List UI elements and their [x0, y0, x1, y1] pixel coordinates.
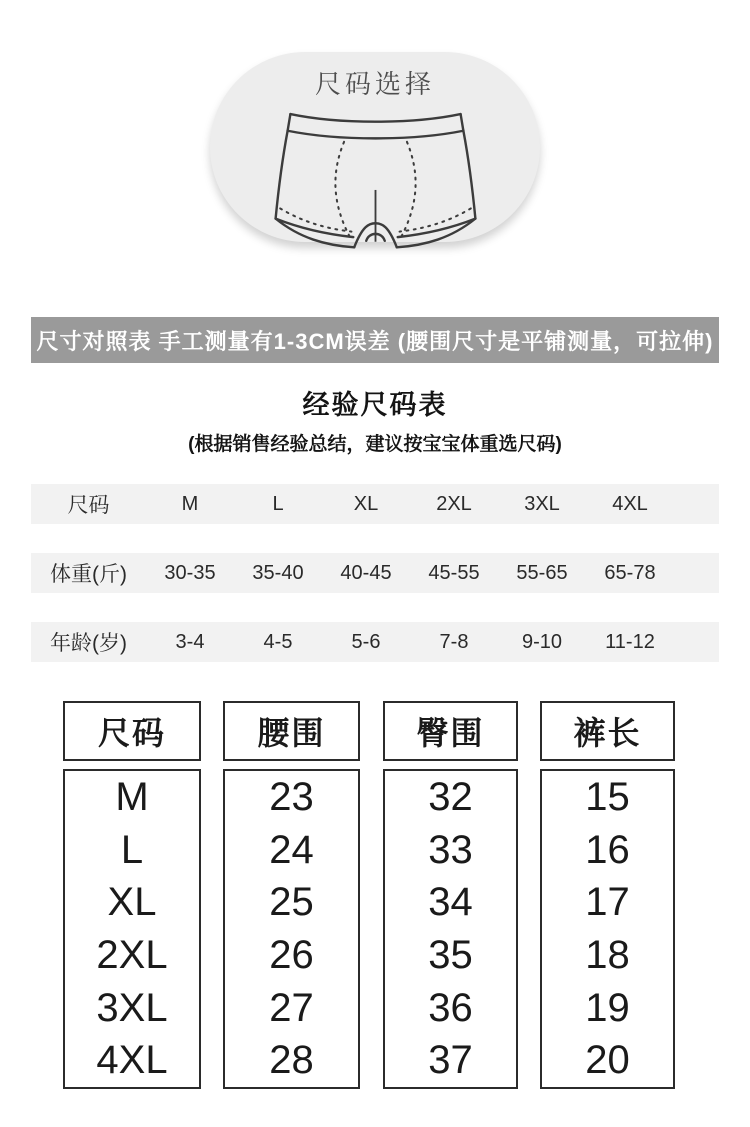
waist-value: 26 [269, 932, 314, 977]
column-body [383, 769, 518, 1089]
pants-length-value: 18 [585, 932, 630, 977]
column-body [223, 769, 360, 1089]
size-cell: 3XL [524, 492, 560, 515]
waist-value: 28 [269, 1038, 314, 1083]
size-value: 2XL [96, 932, 168, 977]
hip-value: 33 [428, 827, 473, 872]
pants-length-value: 19 [585, 985, 630, 1030]
weight-cell: 35-40 [252, 561, 304, 584]
table-row-weight [31, 553, 719, 593]
weight-cell: 30-35 [164, 561, 216, 584]
measurement-notice-banner: 尺寸对照表 手工测量有1-3CM误差 (腰围尺寸是平铺测量，可拉伸) [31, 317, 719, 363]
measurement-column-pants-length [540, 701, 675, 1089]
pants-length-value: 17 [585, 880, 630, 925]
size-cell: L [272, 492, 284, 515]
age-cell: 4-5 [263, 630, 293, 653]
experience-size-table [31, 484, 719, 691]
size-cell: 2XL [436, 492, 472, 515]
row-label: 年龄(岁) [50, 632, 127, 655]
measurement-column-hip [383, 701, 518, 1089]
hip-value: 34 [428, 880, 473, 925]
column-body [540, 769, 675, 1089]
weight-cell: 40-45 [340, 561, 392, 584]
age-cell: 9-10 [521, 630, 563, 653]
pants-length-value: 16 [585, 827, 630, 872]
size-value: 3XL [96, 985, 168, 1030]
hip-value: 35 [428, 932, 473, 977]
waist-value: 27 [269, 985, 314, 1030]
age-cell: 7-8 [439, 630, 469, 653]
hip-value: 36 [428, 985, 473, 1030]
row-label: 体重(斤) [50, 563, 127, 586]
column-header-hip: 臀围 [383, 701, 518, 761]
size-cell: M [181, 492, 199, 515]
weight-cell: 45-55 [428, 561, 480, 584]
boxer-shorts-icon [263, 103, 488, 251]
size-cell: 4XL [612, 492, 648, 515]
waist-value: 24 [269, 827, 314, 872]
hip-value: 32 [428, 774, 473, 819]
waist-value: 25 [269, 880, 314, 925]
capsule-title: 尺码选择 [314, 69, 435, 99]
size-select-capsule [210, 52, 540, 242]
pants-length-value: 20 [585, 1038, 630, 1083]
size-value: L [120, 827, 144, 872]
hip-value: 37 [428, 1038, 473, 1083]
size-value: XL [107, 880, 157, 925]
size-value: 4XL [96, 1038, 168, 1083]
pants-length-value: 15 [585, 774, 630, 819]
column-header-pants-length: 裤长 [540, 701, 675, 761]
size-value: M [115, 774, 149, 819]
waist-value: 23 [269, 774, 314, 819]
age-cell: 3-4 [175, 630, 205, 653]
age-cell: 11-12 [605, 630, 655, 653]
weight-cell: 55-65 [516, 561, 568, 584]
weight-cell: 65-78 [604, 561, 656, 584]
column-header-size: 尺码 [63, 701, 201, 761]
size-cell: XL [353, 492, 379, 515]
table-row-size [31, 484, 719, 524]
table-row-age [31, 622, 719, 662]
age-cell: 5-6 [351, 630, 381, 653]
experience-chart-subtitle: (根据销售经验总结，建议按宝宝体重选尺码) [188, 434, 562, 455]
experience-chart-title: 经验尺码表 [302, 390, 448, 420]
measurement-column-size [63, 701, 201, 1089]
column-header-waist: 腰围 [223, 701, 360, 761]
column-body [63, 769, 201, 1089]
measurement-column-waist [223, 701, 360, 1089]
row-label: 尺码 [67, 494, 110, 517]
